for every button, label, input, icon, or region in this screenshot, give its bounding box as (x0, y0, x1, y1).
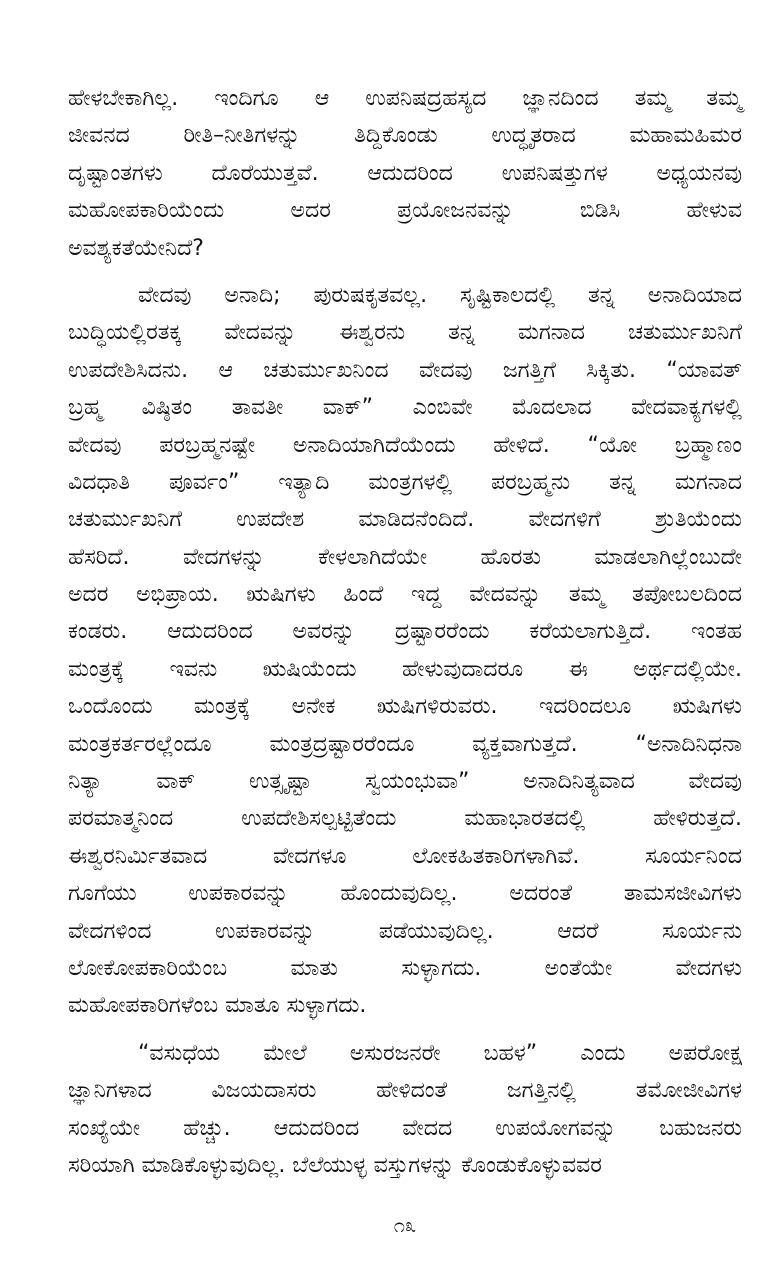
text-line: “ವಸುಧೆಯ ಮೇಲೆ ಅಸುರಜನರೇ ಬಹಳ” ಎಂದು ಅಪರೋಕ್ಷ (138, 1040, 742, 1066)
text-line: ಲೋಕೋಪಕಾರಿಯೆಂಬ ಮಾತು ಸುಳ್ಳಾಗದು. ಅಂತೆಯೇ ವೇದಗಳು (68, 955, 742, 981)
text-line: ಜೀವನದ ರೀತಿ–ನೀತಿಗಳನ್ನು ತಿದ್ದಿಕೊಂಡು ಉದ್ಧೃತರಾದ ಮಹಾಮಹಿಮರ (68, 123, 742, 149)
text-line: ಕಂಡರು. ಆದುದರಿಂದ ಅವರನ್ನು ದ್ರಷ್ಟಾರರೆಂದು ಕರೆಯಲಾಗುತ್ತಿದೆ. ಇಂತಹ (68, 619, 742, 645)
page-number: ೧೩ (393, 1213, 417, 1238)
text-line: ಅದರ ಅಭಿಪ್ರಾಯ. ಋಷಿಗಳು ಹಿಂದೆ ಇದ್ದ ವೇದವನ್ನು ತಮ್ಮ ತಪೋಬಲದಿಂದ (68, 582, 742, 608)
text-line: ವೇದವು ಅನಾದಿ; ಪುರುಷಕೃತವಲ್ಲ. ಸೃಷ್ಟಿಕಾಲದಲ್ಲಿ ತನ್ನ ಅನಾದಿಯಾದ (138, 282, 742, 308)
text-line: ಮಹೋಪಕಾರಿಯೆಂದು ಅದರ ಪ್ರಯೋಜನವನ್ನು ಬಿಡಿಸಿ ಹೇಳುವ (68, 198, 742, 224)
text-line: ದೃಷ್ಟಾಂತಗಳು ದೊರೆಯುತ್ತವೆ. ಆದುದರಿಂದ ಉಪನಿಷತ್ತುಗಳ ಅಧ್ಯಯನವು (68, 160, 742, 186)
text-line: ಮಂತ್ರಕ್ಕೆ ಇವನು ಋಷಿಯೆಂದು ಹೇಳುವುದಾದರೂ ಈ ಅರ್ಥದಲ್ಲಿಯೇ. (68, 656, 742, 682)
text-line: ವೇದವು ಪರಬ್ರಹ್ಮನಷ್ಟೇ ಅನಾದಿಯಾಗಿದೆಯೆಂದು ಹೇಳಿದೆ. “ಯೋ ಬ್ರಹ್ಮಾಣಂ (68, 432, 742, 458)
text-line: ಜ್ಞಾನಿಗಳಾದ ವಿಜಯದಾಸರು ಹೇಳಿದಂತೆ ಜಗತ್ತಿನಲ್ಲಿ ತಮೋಜೀವಿಗಳ (68, 1078, 742, 1104)
document-body (68, 80, 742, 1184)
text-line: ಪರಮಾತ್ಮನಿಂದ ಉಪದೇಶಿಸಲ್ಪಟ್ಟಿತೆಂದು ಮಹಾಭಾರತದಲ್ಲಿ ಹೇಳಿರುತ್ತದೆ. (68, 806, 742, 832)
text-line: ಬ್ರಹ್ಮ ವಿಷ್ಠಿತಂ ತಾವತೀ ವಾಕ್” ಎಂಬಿವೇ ಮೊದಲಾದ ವೇದವಾಕ್ಯಗಳಲ್ಲಿ (68, 395, 742, 421)
text-line: ಈಶ್ವರನಿರ್ಮಿತವಾದ ವೇದಗಳೂ ಲೋಕಹಿತಕಾರಿಗಳಾಗಿವೆ. ಸೂರ್ಯನಿಂದ (68, 843, 742, 869)
text-line: ಒಂದೊಂದು ಮಂತ್ರಕ್ಕೆ ಅನೇಕ ಋಷಿಗಳಿರುವರು. ಇದರಿಂದಲೂ ಋಷಿಗಳು (68, 694, 742, 720)
paragraph-2 (68, 277, 742, 1025)
text-line: ಹೆಸರಿದೆ. ವೇದಗಳನ್ನು ಕೇಳಲಾಗಿದೆಯೇ ಹೊರತು ಮಾಡಲಾಗಿಲ್ಲೆಂಬುದೇ (68, 544, 742, 570)
text-line: ವಿದಧಾತಿ ಪೂರ್ವಂ” ಇತ್ಯಾದಿ ಮಂತ್ರಗಳಲ್ಲಿ ಪರಬ್ರಹ್ಮನು ತನ್ನ ಮಗನಾದ (68, 469, 742, 495)
text-line: ಸರಿಯಾಗಿ ಮಾಡಿಕೊಳ್ಳುವುದಿಲ್ಲ. ಬೆಲೆಯುಳ್ಳ ವಸ್ತುಗಳನ್ನು ಕೊಂಡುಕೊಳ್ಳುವವರ (68, 1152, 602, 1178)
text-line: ಮಹೋಪಕಾರಿಗಳೆಂಬ ಮಾತೂ ಸುಳ್ಳಾಗದು. (68, 993, 367, 1019)
text-line: ವೇದಗಳಿಂದ ಉಪಕಾರವನ್ನು ಪಡೆಯುವುದಿಲ್ಲ. ಆದರೆ ಸೂರ್ಯನು (68, 918, 742, 944)
text-line: ಮಂತ್ರಕರ್ತರಲ್ಲೆಂದೂ ಮಂತ್ರದ್ರಷ್ಟಾರರೆಂದೂ ವ್ಯಕ್ತವಾಗುತ್ತದೆ. “ಅನಾದಿನಿಧನಾ (68, 731, 742, 757)
text-line: ಉಪದೇಶಿಸಿದನು. ಆ ಚತುರ್ಮುಖನಿಂದ ವೇದವು ಜಗತ್ತಿಗೆ ಸಿಕ್ಕಿತು. “ಯಾವತ್ (68, 357, 742, 383)
paragraph-3 (68, 1035, 742, 1185)
text-line: ಬುದ್ಧಿಯಲ್ಲಿರತಕ್ಕ ವೇದವನ್ನು ಈಶ್ವರನು ತನ್ನ ಮಗನಾದ ಚತುರ್ಮುಖನಿಗೆ (68, 320, 742, 346)
text-line: ಸಂಖ್ಯೆಯೇ ಹೆಚ್ಚು. ಆದುದರಿಂದ ವೇದದ ಉಪಯೋಗವನ್ನು ಬಹುಜನರು (68, 1115, 742, 1141)
text-line: ನಿತ್ಯಾ ವಾಕ್ ಉತ್ಸೃಷ್ಟಾ ಸ್ವಯಂಭುವಾ” ಅನಾದಿನಿತ್ಯವಾದ ವೇದವು (68, 769, 742, 795)
text-line: ಅವಶ್ಯಕತೆಯೇನಿದೆ? (68, 235, 204, 261)
text-line: ಗೂಗೆಯು ಉಪಕಾರವನ್ನು ಹೊಂದುವುದಿಲ್ಲ. ಅದರಂತೆ ತಾಮಸಜೀವಿಗಳು (68, 881, 742, 907)
text-line: ಹೇಳಬೇಕಾಗಿಲ್ಲ. ಇಂದಿಗೂ ಆ ಉಪನಿಷದ್ರಹಸ್ಯದ ಜ್ಞಾನದಿಂದ ತಮ್ಮ ತಮ್ಮ (68, 86, 742, 111)
paragraph-1 (68, 80, 742, 267)
text-line: ಚತುರ್ಮುಖನಿಗೆ ಉಪದೇಶ ಮಾಡಿದನೆಂದಿದೆ. ವೇದಗಳಿಗೆ ಶ್ರುತಿಯೆಂದು (68, 507, 742, 533)
